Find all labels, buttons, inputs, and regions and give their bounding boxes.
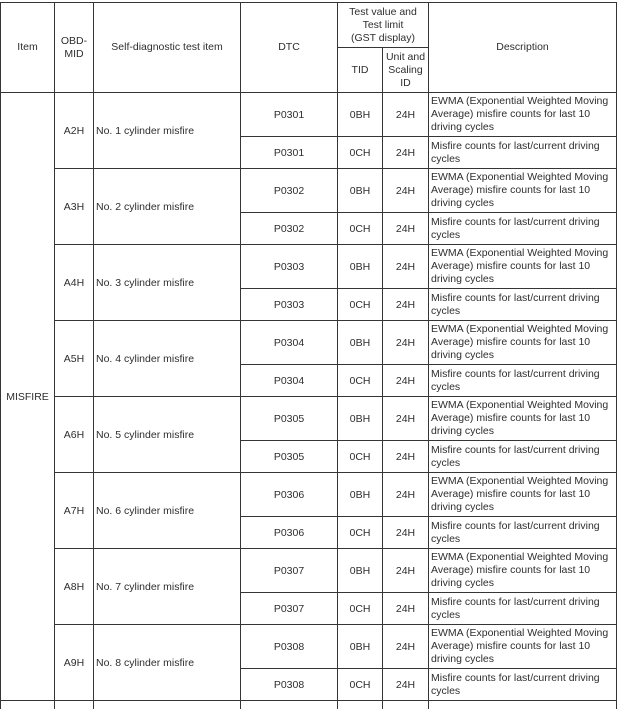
- tid-cell: 0BH: [338, 625, 383, 669]
- dtc-cell: P0304: [241, 365, 338, 397]
- table-row: [1, 549, 617, 593]
- col-header-obd-mid: OBD-MID: [55, 3, 94, 93]
- test-item-cell: No. 2 cylinder misfire: [94, 169, 241, 245]
- description-cell: Misfire counts for last/current driving cycles: [429, 517, 617, 549]
- tid-cell: 0CH: [338, 213, 383, 245]
- unit-scaling-cell: 24H: [383, 169, 429, 213]
- obd-mid-cell: A8H: [55, 549, 94, 625]
- dtc-cell: P0308: [241, 625, 338, 669]
- col-header-unit-scaling: Unit and Scaling ID: [383, 48, 429, 93]
- empty-cell: [55, 701, 94, 709]
- col-header-self-diagnostic: Self-diagnostic test item: [94, 3, 241, 93]
- tid-cell: 0BH: [338, 321, 383, 365]
- obd-mid-cell: A2H: [55, 93, 94, 169]
- dtc-cell: P0301: [241, 137, 338, 169]
- col-header-description: Description: [429, 3, 617, 93]
- dtc-cell: P0301: [241, 93, 338, 137]
- empty-cell: [94, 701, 241, 709]
- tid-cell: 0BH: [338, 397, 383, 441]
- dtc-cell: P0305: [241, 441, 338, 473]
- tid-cell: 0CH: [338, 517, 383, 549]
- description-cell: EWMA (Exponential Weighted Moving Average) misfire counts for last 10 driving cycles: [429, 625, 617, 669]
- unit-scaling-cell: 24H: [383, 289, 429, 321]
- tid-cell: 0CH: [338, 669, 383, 701]
- tid-cell: 0CH: [338, 441, 383, 473]
- obd-mid-cell: A3H: [55, 169, 94, 245]
- dtc-cell: P0306: [241, 517, 338, 549]
- table-row: [1, 245, 617, 289]
- obd-mid-cell: A9H: [55, 625, 94, 701]
- unit-scaling-cell: 24H: [383, 473, 429, 517]
- description-cell: EWMA (Exponential Weighted Moving Average) misfire counts for last 10 driving cycles: [429, 397, 617, 441]
- obd-mid-cell: A7H: [55, 473, 94, 549]
- table-body: [1, 93, 617, 709]
- table-row: [1, 397, 617, 441]
- unit-scaling-cell: 24H: [383, 397, 429, 441]
- col-header-test-value: [338, 3, 429, 48]
- obd-mid-cell: A4H: [55, 245, 94, 321]
- test-item-cell: No. 3 cylinder misfire: [94, 245, 241, 321]
- description-cell: EWMA (Exponential Weighted Moving Average) misfire counts for last 10 driving cycles: [429, 245, 617, 289]
- test-value-line: Test value and Test limit: [349, 5, 417, 31]
- empty-cell: [338, 701, 383, 709]
- tid-cell: 0BH: [338, 169, 383, 213]
- diagnostic-table: [0, 2, 617, 709]
- test-item-cell: No. 4 cylinder misfire: [94, 321, 241, 397]
- description-cell: EWMA (Exponential Weighted Moving Average) misfire counts for last 10 driving cycles: [429, 549, 617, 593]
- table-row: [1, 625, 617, 669]
- tid-cell: 0CH: [338, 137, 383, 169]
- obd-mid-cell: A5H: [55, 321, 94, 397]
- description-cell: Misfire counts for last/current driving cycles: [429, 441, 617, 473]
- description-cell: Misfire counts for last/current driving cycles: [429, 669, 617, 701]
- unit-scaling-cell: 24H: [383, 213, 429, 245]
- empty-cell: [1, 701, 55, 709]
- cut-off-row: [1, 701, 617, 709]
- dtc-cell: P0302: [241, 213, 338, 245]
- tid-cell: 0BH: [338, 549, 383, 593]
- dtc-cell: P0305: [241, 397, 338, 441]
- col-header-tid: TID: [338, 48, 383, 93]
- dtc-cell: P0308: [241, 669, 338, 701]
- gst-display-line: (GST display): [351, 31, 415, 44]
- test-item-cell: No. 6 cylinder misfire: [94, 473, 241, 549]
- empty-cell: [241, 701, 338, 709]
- unit-scaling-cell: 24H: [383, 625, 429, 669]
- description-cell: Misfire counts for last/current driving cycles: [429, 213, 617, 245]
- tid-cell: 0CH: [338, 593, 383, 625]
- table-row: [1, 321, 617, 365]
- unit-scaling-cell: 24H: [383, 137, 429, 169]
- table-header: [1, 3, 617, 93]
- tid-cell: 0CH: [338, 365, 383, 397]
- description-cell: EWMA (Exponential Weighted Moving Average) misfire counts for last 10 driving cycles: [429, 321, 617, 365]
- dtc-cell: P0307: [241, 593, 338, 625]
- test-item-cell: No. 5 cylinder misfire: [94, 397, 241, 473]
- unit-scaling-cell: 24H: [383, 669, 429, 701]
- table-row: [1, 169, 617, 213]
- tid-cell: 0BH: [338, 93, 383, 137]
- table-row: [1, 93, 617, 137]
- tid-cell: 0CH: [338, 289, 383, 321]
- unit-scaling-cell: 24H: [383, 517, 429, 549]
- unit-scaling-cell: 24H: [383, 245, 429, 289]
- dtc-cell: P0304: [241, 321, 338, 365]
- unit-scaling-cell: 24H: [383, 93, 429, 137]
- empty-cell: [429, 701, 617, 709]
- test-item-cell: No. 7 cylinder misfire: [94, 549, 241, 625]
- tid-cell: 0BH: [338, 245, 383, 289]
- col-header-dtc: DTC: [241, 3, 338, 93]
- dtc-cell: P0303: [241, 289, 338, 321]
- description-cell: Misfire counts for last/current driving cycles: [429, 289, 617, 321]
- unit-scaling-cell: 24H: [383, 593, 429, 625]
- table-row: [1, 473, 617, 517]
- unit-scaling-cell: 24H: [383, 549, 429, 593]
- dtc-cell: P0303: [241, 245, 338, 289]
- empty-cell: [383, 701, 429, 709]
- item-cell: MISFIRE: [1, 93, 55, 701]
- col-header-item: Item: [1, 3, 55, 93]
- description-cell: EWMA (Exponential Weighted Moving Average) misfire counts for last 10 driving cycles: [429, 169, 617, 213]
- dtc-cell: P0307: [241, 549, 338, 593]
- description-cell: Misfire counts for last/current driving cycles: [429, 365, 617, 397]
- description-cell: Misfire counts for last/current driving cycles: [429, 593, 617, 625]
- test-item-cell: No. 8 cylinder misfire: [94, 625, 241, 701]
- dtc-cell: P0302: [241, 169, 338, 213]
- description-cell: Misfire counts for last/current driving cycles: [429, 137, 617, 169]
- description-cell: EWMA (Exponential Weighted Moving Average) misfire counts for last 10 driving cycles: [429, 93, 617, 137]
- dtc-cell: P0306: [241, 473, 338, 517]
- test-item-cell: No. 1 cylinder misfire: [94, 93, 241, 169]
- obd-mid-cell: A6H: [55, 397, 94, 473]
- unit-scaling-cell: 24H: [383, 441, 429, 473]
- description-cell: EWMA (Exponential Weighted Moving Average) misfire counts for last 10 driving cycles: [429, 473, 617, 517]
- unit-scaling-cell: 24H: [383, 365, 429, 397]
- unit-scaling-cell: 24H: [383, 321, 429, 365]
- tid-cell: 0BH: [338, 473, 383, 517]
